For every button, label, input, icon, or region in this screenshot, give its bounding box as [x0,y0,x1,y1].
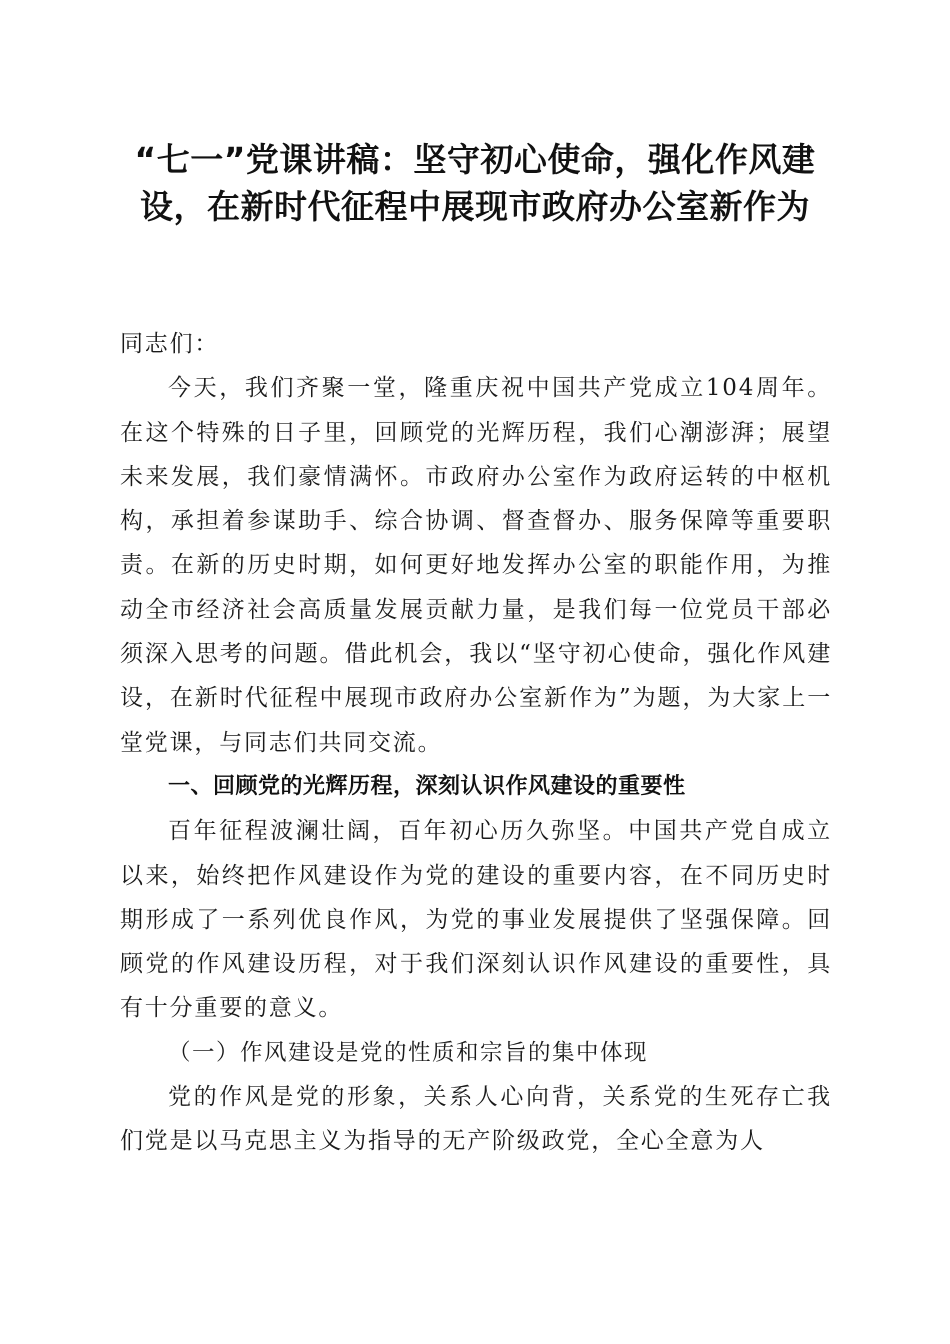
section-heading-1: 一、回顾党的光辉历程，深刻认识作风建设的重要性 [168,773,686,799]
document-body [120,322,832,1164]
intro-paragraph: 今天，我们齐聚一堂，隆重庆祝中国共产党成立104周年。在这个特殊的日子里，回顾党的光辉历程，我们心潮澎湃；展望未来发展，我们豪情满怀。市政府办公室作为政府运转的中枢机构，承担着参谋助手、综合协调、督查督办、服务保障等重要职责。在新的历史时期，如何更好地发挥办公室的职能作用，为推动全市经济社会高质量发展贡献力量，是我们每一位党员干部必须深入思考的问题。借此机会，我以“坚守初心使命，强化作风建设，在新时代征程中展现市政府办公室新作为”为题，为大家上一堂党课，与同志们共同交流。 [120,375,832,756]
subsection-1-paragraph: 党的作风是党的形象，关系人心向背，关系党的生死存亡我们党是以马克思主义为指导的无产阶级政党，全心全意为人 [120,1084,832,1155]
subsection-heading-1: （一）作风建设是党的性质和宗旨的集中体现 [168,1039,649,1066]
salutation: 同志们： [120,331,220,357]
document-title: “七一”党课讲稿：坚守初心使命，强化作风建设，在新时代征程中展现市政府办公室新作为 [134,140,816,226]
section-1-paragraph: 百年征程波澜壮阔，百年初心历久弥坚。中国共产党自成立以来，始终把作风建设作为党的建设的重要内容，在不同历史时期形成了一系列优良作风，为党的事业发展提供了坚强保障。回顾党的作风建设历程，对于我们深刻认识作风建设的重要性，具有十分重要的意义。 [120,818,832,1022]
